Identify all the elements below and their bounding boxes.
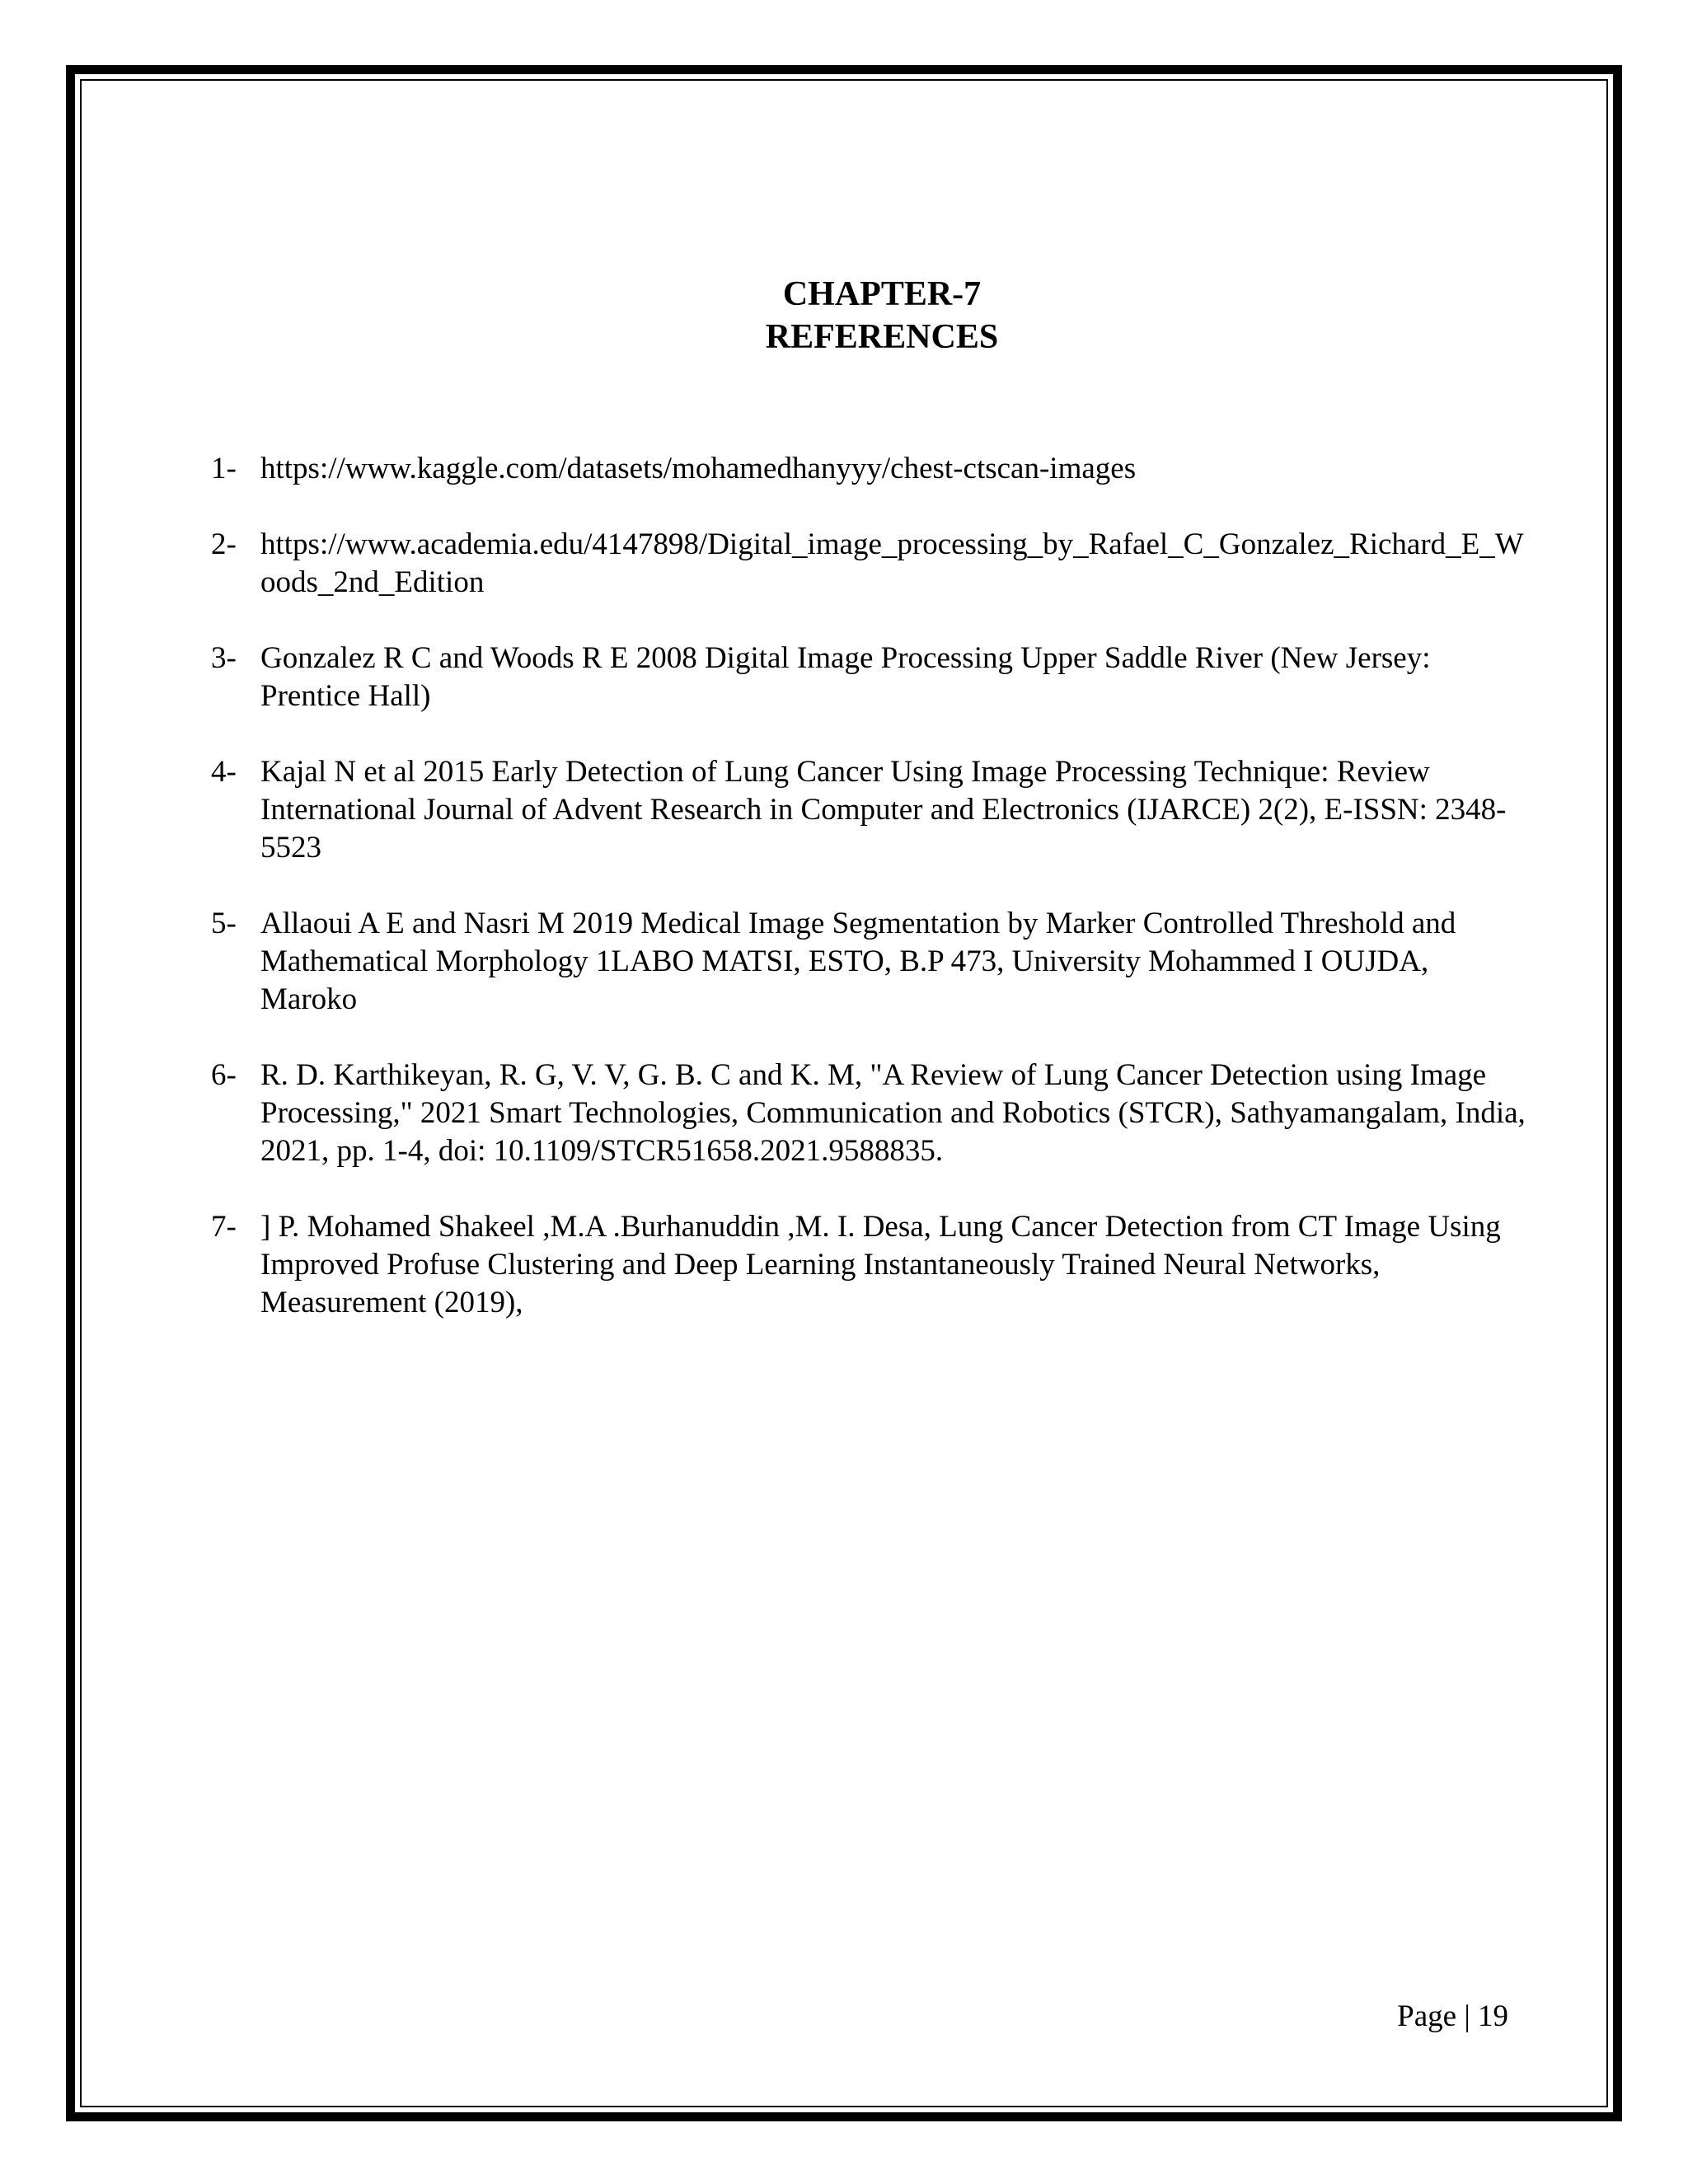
reference-number: 7- <box>211 1210 237 1244</box>
reference-number: 2- <box>211 527 237 561</box>
reference-item <box>211 905 1530 1019</box>
reference-item <box>211 753 1530 867</box>
section-title: REFERENCES <box>765 318 999 356</box>
reference-text: Allaoui A E and Nasri M 2019 Medical Image Segmentation by Marker Controlled Threshold and Mathematical Morphology 1LABO MATSI, ESTO, B.P 473, University Mohammed I OUJDA, Maroko <box>260 907 1456 1016</box>
reference-text: https://www.kaggle.com/datasets/mohamedhanyyy/chest-ctscan-images <box>260 452 1137 485</box>
reference-number: 3- <box>211 641 237 675</box>
page-number: Page | 19 <box>1397 1999 1508 2033</box>
reference-text: Kajal N et al 2015 Early Detection of Lung Cancer Using Image Processing Technique: Review International Journal of Advent Research in Computer and Electronics (IJARCE) 2(2), E-ISSN: 2348-5523 <box>260 755 1507 865</box>
reference-item <box>211 450 1530 488</box>
reference-item <box>211 640 1530 715</box>
reference-number: 1- <box>211 452 237 485</box>
reference-number: 5- <box>211 907 237 940</box>
reference-text: Gonzalez R C and Woods R E 2008 Digital Image Processing Upper Saddle River (New Jersey: Prentice Hall) <box>260 641 1431 713</box>
reference-list <box>211 450 1530 1360</box>
reference-text: https://www.academia.edu/4147898/Digital_image_processing_by_Rafael_C_Gonzalez_Richard_E_Woods_2nd_Edition <box>260 527 1524 599</box>
chapter-heading: CHAPTER-7 <box>782 275 982 313</box>
reference-item <box>211 1057 1530 1170</box>
reference-item <box>211 526 1530 602</box>
reference-text: R. D. Karthikeyan, R. G, V. V, G. B. C and K. M, "A Review of Lung Cancer Detection using Image Processing," 2021 Smart Technologies, Communication and Robotics (STCR), Sathyamangalam, India, 2021, pp. 1-4, doi: 10.1109/STCR51658.2021.9588835. <box>260 1058 1526 1168</box>
reference-number: 6- <box>211 1058 237 1092</box>
reference-number: 4- <box>211 755 237 789</box>
reference-text: ] P. Mohamed Shakeel ,M.A .Burhanuddin ,M. I. Desa, Lung Cancer Detection from CT Image Using Improved Profuse Clustering and Deep Learning Instantaneously Trained Neural Networks, Measurement (2019), <box>260 1210 1501 1319</box>
reference-item <box>211 1208 1530 1322</box>
